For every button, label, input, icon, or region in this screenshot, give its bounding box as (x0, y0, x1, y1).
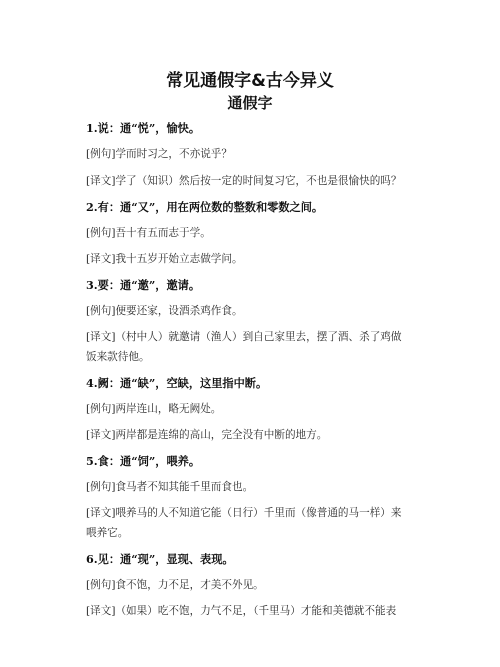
entry-heading: 6.见：通“现”，显现、表现。 (86, 552, 234, 566)
translation: [译文]喂养马的人不知道它能（日行）千里而（像普通的马一样）来 (86, 507, 402, 519)
entry-heading: 2.有：通“又”，用在两位数的整数和零数之间。 (86, 200, 324, 214)
example-sentence: [例句]吾十有五而志于学。 (86, 227, 211, 239)
example-sentence: [例句]便要还家，设酒杀鸡作食。 (86, 305, 243, 317)
example-sentence: [例句]食马者不知其能千里而食也。 (86, 481, 254, 493)
section-title: 通假字 (227, 94, 273, 112)
example-sentence: [例句]食不饱，力不足，才美不外见。 (86, 579, 264, 591)
translation: [译文]学了（知识）然后按一定的时间复习它，不也是很愉快的吗？ (86, 175, 402, 187)
entry-heading: 4.阙：通“缺”，空缺，这里指中断。 (86, 376, 268, 390)
entry-heading: 1.说：通“悦”，愉快。 (86, 121, 201, 135)
entry-heading: 5.食：通“饲”，喂养。 (86, 454, 201, 468)
page-title: 常见通假字&古今异义 (166, 71, 334, 91)
translation: [译文]（如果）吃不饱，力气不足，（千里马）才能和美德就不能表 (86, 605, 397, 617)
translation-continued: 饭来款待他。 (86, 351, 150, 363)
translation: [译文]两岸都是连绵的高山，完全没有中断的地方。 (86, 429, 328, 441)
translation-continued: 喂养它。 (86, 527, 129, 539)
entry-heading: 3.要：通“邀”，邀请。 (86, 278, 201, 292)
translation: [译文]（村中人）就邀请（渔人）到自己家里去，摆了酒、杀了鸡做 (86, 331, 402, 343)
example-sentence: [例句]学而时习之，不亦说乎？ (86, 148, 232, 160)
example-sentence: [例句]两岸连山，略无阙处。 (86, 403, 222, 415)
translation: [译文]我十五岁开始立志做学问。 (86, 253, 243, 265)
